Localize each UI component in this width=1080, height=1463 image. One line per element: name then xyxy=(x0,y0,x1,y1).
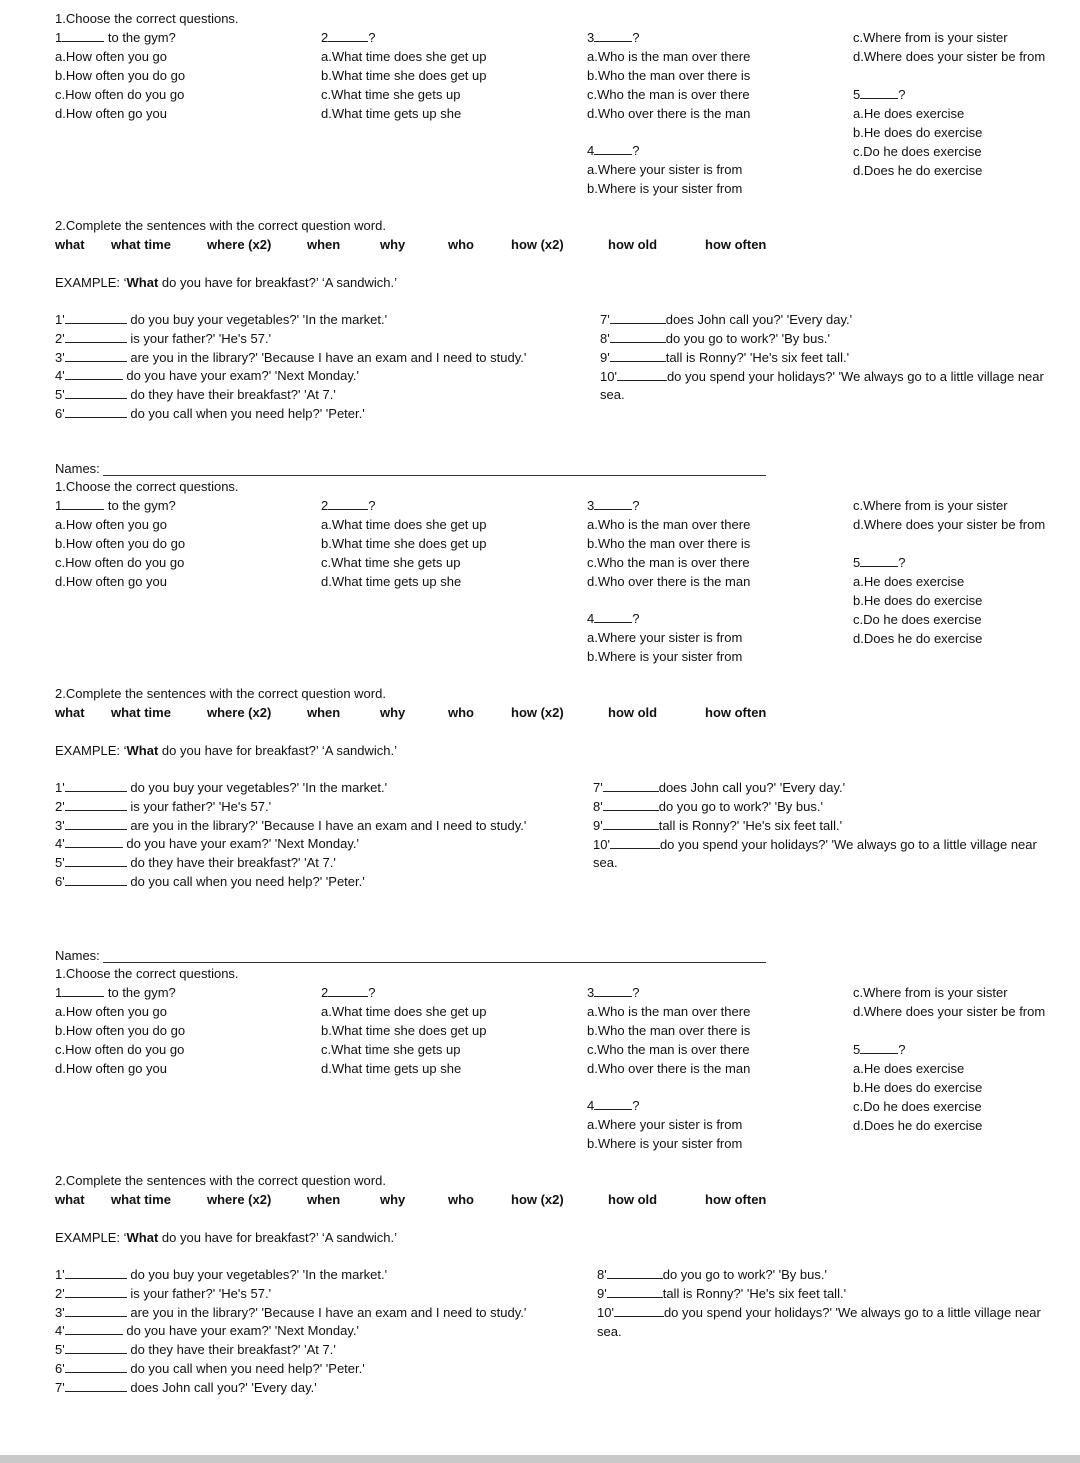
q5-option-c: c.Do he does exercise xyxy=(853,144,982,159)
page-bottom-edge xyxy=(0,1455,1080,1463)
sentence-10-continuation: sea. xyxy=(597,1324,622,1339)
sentence-10: 10' do you spend your holidays?' 'We always go to a little village near xyxy=(593,837,1037,852)
sentence-8: 8' do you go to work?' 'By bus.' xyxy=(593,799,823,814)
q3-option-b: b.Who the man over there is xyxy=(587,1023,751,1038)
example-sentence: EXAMPLE: ‘What do you have for breakfast?’ ‘A sandwich.’ xyxy=(55,1230,398,1245)
sentence-6: 6' do you call when you need help?' 'Peter.' xyxy=(55,874,365,889)
q4-option-b: b.Where is your sister from xyxy=(587,181,743,196)
q3-option-c: c.Who the man is over there xyxy=(587,555,750,570)
word-bank-how-old: how old xyxy=(608,705,658,720)
sentence-9: 9' tall is Ronny?' 'He's six feet tall.' xyxy=(597,1286,847,1301)
q5-option-d: d.Does he do exercise xyxy=(853,631,983,646)
q5-option-d: d.Does he do exercise xyxy=(853,1118,983,1133)
section2-heading: 2.Complete the sentences with the correct question word. xyxy=(55,686,386,701)
word-bank-how-old: how old xyxy=(608,1192,658,1207)
word-bank-what: what xyxy=(55,705,85,720)
q4-stem: 4 ? xyxy=(587,611,640,626)
q5-option-b: b.He does do exercise xyxy=(853,1080,983,1095)
word-bank-when: when xyxy=(307,1192,341,1207)
word-bank-where: where (x2) xyxy=(207,1192,272,1207)
sentence-10-continuation: sea. xyxy=(593,855,618,870)
q4-option-d: d.Where does your sister be from xyxy=(853,49,1046,64)
q3-option-c: c.Who the man is over there xyxy=(587,87,750,102)
sentence-3: 3' are you in the library?' 'Because I have an exam and I need to study.' xyxy=(55,1305,527,1320)
q1-option-d: d.How often go you xyxy=(55,574,168,589)
word-bank-what-time: what time xyxy=(111,1192,171,1207)
word-bank-how-old: how old xyxy=(608,237,658,252)
sentence-10-continuation: sea. xyxy=(600,387,625,402)
q1-stem: 1 to the gym? xyxy=(55,498,176,513)
word-bank-where: where (x2) xyxy=(207,705,272,720)
q1-option-d: d.How often go you xyxy=(55,106,168,121)
sentence-7: 7' does John call you?' 'Every day.' xyxy=(600,312,853,327)
q2-stem: 2 ? xyxy=(321,985,376,1000)
q4-option-c: c.Where from is your sister xyxy=(853,985,1008,1000)
q1-stem: 1 to the gym? xyxy=(55,30,176,45)
sentence-5: 5' do they have their breakfast?' 'At 7.' xyxy=(55,1342,336,1357)
word-bank-how: how (x2) xyxy=(511,1192,564,1207)
section1-heading: 1.Choose the correct questions. xyxy=(55,479,239,494)
sentence-1: 1' do you buy your vegetables?' 'In the market.' xyxy=(55,1267,388,1282)
word-bank-how: how (x2) xyxy=(511,705,564,720)
q1-option-b: b.How often you do go xyxy=(55,1023,186,1038)
sentence-3: 3' are you in the library?' 'Because I have an exam and I need to study.' xyxy=(55,818,527,833)
word-bank-when: when xyxy=(307,237,341,252)
q1-option-a: a.How often you go xyxy=(55,1004,168,1019)
sentence-7: 7' does John call you?' 'Every day.' xyxy=(593,780,846,795)
q2-option-b: b.What time she does get up xyxy=(321,536,487,551)
sentence-8: 8' do you go to work?' 'By bus.' xyxy=(600,331,830,346)
sentence-6: 6' do you call when you need help?' 'Peter.' xyxy=(55,1361,365,1376)
q1-option-b: b.How often you do go xyxy=(55,536,186,551)
section2-heading: 2.Complete the sentences with the correct question word. xyxy=(55,218,386,233)
sentence-4: 4' do you have your exam?' 'Next Monday.' xyxy=(55,836,360,851)
sentence-9: 9' tall is Ronny?' 'He's six feet tall.' xyxy=(600,350,850,365)
q3-stem: 3 ? xyxy=(587,985,640,1000)
q2-option-d: d.What time gets up she xyxy=(321,1061,462,1076)
word-bank-who: who xyxy=(448,237,474,252)
q4-option-c: c.Where from is your sister xyxy=(853,498,1008,513)
names-label: Names: xyxy=(55,461,100,476)
word-bank-why: why xyxy=(380,237,406,252)
q3-option-d: d.Who over there is the man xyxy=(587,574,751,589)
q3-stem: 3 ? xyxy=(587,498,640,513)
q2-option-a: a.What time does she get up xyxy=(321,49,487,64)
q1-option-c: c.How often do you go xyxy=(55,87,185,102)
q2-option-c: c.What time she gets up xyxy=(321,555,461,570)
sentence-7: 7' does John call you?' 'Every day.' xyxy=(55,1380,317,1395)
q5-option-b: b.He does do exercise xyxy=(853,593,983,608)
q4-option-b: b.Where is your sister from xyxy=(587,649,743,664)
sentence-2: 2' is your father?' 'He's 57.' xyxy=(55,1286,272,1301)
q1-option-b: b.How often you do go xyxy=(55,68,186,83)
q2-option-b: b.What time she does get up xyxy=(321,68,487,83)
q4-stem: 4 ? xyxy=(587,1098,640,1113)
q3-option-a: a.Who is the man over there xyxy=(587,517,751,532)
q1-option-a: a.How often you go xyxy=(55,517,168,532)
q2-option-a: a.What time does she get up xyxy=(321,1004,487,1019)
q3-option-d: d.Who over there is the man xyxy=(587,1061,751,1076)
q5-option-a: a.He does exercise xyxy=(853,574,965,589)
word-bank-how-often: how often xyxy=(705,237,767,252)
q5-option-c: c.Do he does exercise xyxy=(853,612,982,627)
section1-heading: 1.Choose the correct questions. xyxy=(55,966,239,981)
q5-option-c: c.Do he does exercise xyxy=(853,1099,982,1114)
q5-option-a: a.He does exercise xyxy=(853,1061,965,1076)
word-bank-when: when xyxy=(307,705,341,720)
sentence-10: 10' do you spend your holidays?' 'We always go to a little village near xyxy=(597,1305,1041,1320)
q2-stem: 2 ? xyxy=(321,498,376,513)
q4-option-a: a.Where your sister is from xyxy=(587,1117,743,1132)
word-bank-where: where (x2) xyxy=(207,237,272,252)
q3-option-b: b.Who the man over there is xyxy=(587,536,751,551)
sentence-5: 5' do they have their breakfast?' 'At 7.' xyxy=(55,387,336,402)
word-bank-how-often: how often xyxy=(705,705,767,720)
q5-stem: 5 ? xyxy=(853,555,906,570)
q5-stem: 5 ? xyxy=(853,1042,906,1057)
q2-option-c: c.What time she gets up xyxy=(321,1042,461,1057)
example-sentence: EXAMPLE: ‘What do you have for breakfast?’ ‘A sandwich.’ xyxy=(55,275,398,290)
sentence-1: 1' do you buy your vegetables?' 'In the market.' xyxy=(55,780,388,795)
sentence-4: 4' do you have your exam?' 'Next Monday.' xyxy=(55,368,360,383)
q4-option-a: a.Where your sister is from xyxy=(587,630,743,645)
q2-option-d: d.What time gets up she xyxy=(321,574,462,589)
q2-option-a: a.What time does she get up xyxy=(321,517,487,532)
q4-option-b: b.Where is your sister from xyxy=(587,1136,743,1151)
q2-option-b: b.What time she does get up xyxy=(321,1023,487,1038)
section1-heading: 1.Choose the correct questions. xyxy=(55,11,239,26)
q4-option-d: d.Where does your sister be from xyxy=(853,1004,1046,1019)
q5-option-b: b.He does do exercise xyxy=(853,125,983,140)
q1-option-d: d.How often go you xyxy=(55,1061,168,1076)
q5-stem: 5 ? xyxy=(853,87,906,102)
q5-option-d: d.Does he do exercise xyxy=(853,163,983,178)
q3-option-b: b.Who the man over there is xyxy=(587,68,751,83)
names-label: Names: xyxy=(55,948,100,963)
word-bank-what-time: what time xyxy=(111,705,171,720)
sentence-1: 1' do you buy your vegetables?' 'In the market.' xyxy=(55,312,388,327)
word-bank-why: why xyxy=(380,705,406,720)
sentence-9: 9' tall is Ronny?' 'He's six feet tall.' xyxy=(593,818,843,833)
q4-option-a: a.Where your sister is from xyxy=(587,162,743,177)
section2-heading: 2.Complete the sentences with the correct question word. xyxy=(55,1173,386,1188)
names-line xyxy=(103,475,766,476)
sentence-2: 2' is your father?' 'He's 57.' xyxy=(55,799,272,814)
word-bank-what: what xyxy=(55,237,85,252)
q4-option-d: d.Where does your sister be from xyxy=(853,517,1046,532)
word-bank-how-often: how often xyxy=(705,1192,767,1207)
q3-option-a: a.Who is the man over there xyxy=(587,1004,751,1019)
q2-stem: 2 ? xyxy=(321,30,376,45)
q3-option-a: a.Who is the man over there xyxy=(587,49,751,64)
names-line xyxy=(103,962,766,963)
worksheet-copy xyxy=(0,0,1080,453)
sentence-4: 4' do you have your exam?' 'Next Monday.' xyxy=(55,1323,360,1338)
q1-stem: 1 to the gym? xyxy=(55,985,176,1000)
q5-option-a: a.He does exercise xyxy=(853,106,965,121)
word-bank-why: why xyxy=(380,1192,406,1207)
q1-option-c: c.How often do you go xyxy=(55,555,185,570)
q1-option-c: c.How often do you go xyxy=(55,1042,185,1057)
sentence-10: 10' do you spend your holidays?' 'We always go to a little village near xyxy=(600,369,1044,384)
q4-option-c: c.Where from is your sister xyxy=(853,30,1008,45)
q3-option-d: d.Who over there is the man xyxy=(587,106,751,121)
word-bank-how: how (x2) xyxy=(511,237,564,252)
sentence-8: 8' do you go to work?' 'By bus.' xyxy=(597,1267,827,1282)
sentence-2: 2' is your father?' 'He's 57.' xyxy=(55,331,272,346)
sentence-6: 6' do you call when you need help?' 'Peter.' xyxy=(55,406,365,421)
worksheet-copy xyxy=(0,948,1080,1408)
worksheet-copy xyxy=(0,461,1080,921)
q3-option-c: c.Who the man is over there xyxy=(587,1042,750,1057)
q3-stem: 3 ? xyxy=(587,30,640,45)
sentence-5: 5' do they have their breakfast?' 'At 7.' xyxy=(55,855,336,870)
example-sentence: EXAMPLE: ‘What do you have for breakfast?’ ‘A sandwich.’ xyxy=(55,743,398,758)
sentence-3: 3' are you in the library?' 'Because I have an exam and I need to study.' xyxy=(55,350,527,365)
q1-option-a: a.How often you go xyxy=(55,49,168,64)
word-bank-what-time: what time xyxy=(111,237,171,252)
q2-option-c: c.What time she gets up xyxy=(321,87,461,102)
q2-option-d: d.What time gets up she xyxy=(321,106,462,121)
word-bank-what: what xyxy=(55,1192,85,1207)
word-bank-who: who xyxy=(448,1192,474,1207)
q4-stem: 4 ? xyxy=(587,143,640,158)
word-bank-who: who xyxy=(448,705,474,720)
